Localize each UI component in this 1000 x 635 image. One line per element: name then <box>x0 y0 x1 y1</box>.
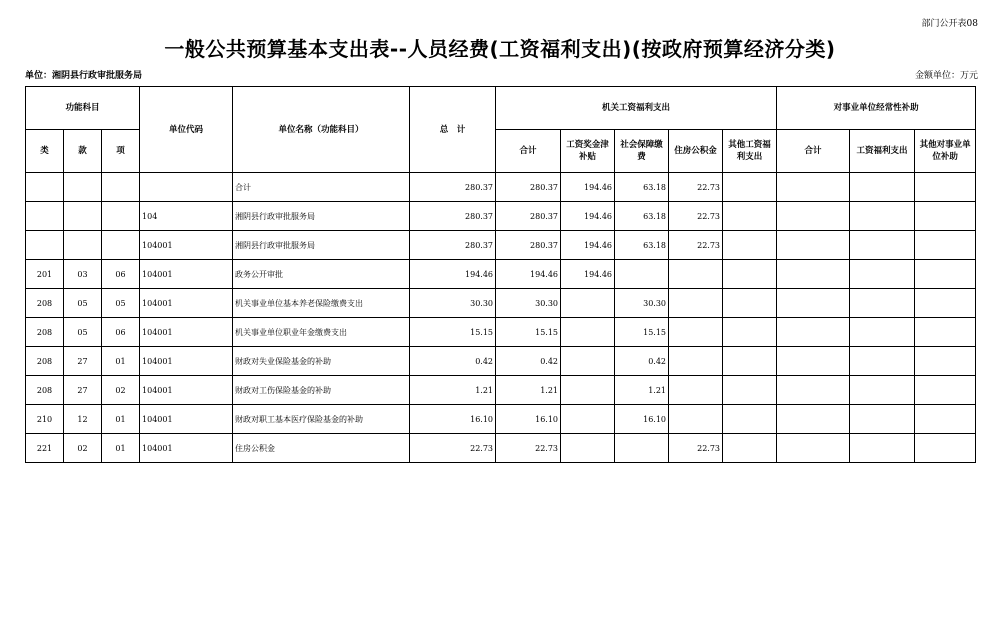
cell-xiang <box>102 173 140 202</box>
cell-inst-wage <box>850 376 915 405</box>
cell-org-other <box>723 318 777 347</box>
cell-org-housing <box>669 260 723 289</box>
cell-org-other <box>723 173 777 202</box>
cell-org-housing <box>669 318 723 347</box>
cell-lei: 201 <box>26 260 64 289</box>
cell-xiang <box>102 231 140 260</box>
cell-unit-code: 104001 <box>140 405 233 434</box>
cell-unit-name: 机关事业单位职业年金缴费支出 <box>233 318 410 347</box>
cell-inst-other <box>915 434 976 463</box>
cell-xiang: 01 <box>102 434 140 463</box>
cell-kuan: 05 <box>64 289 102 318</box>
cell-lei: 221 <box>26 434 64 463</box>
cell-unit-code: 104001 <box>140 260 233 289</box>
cell-total: 1.21 <box>410 376 496 405</box>
cell-total: 0.42 <box>410 347 496 376</box>
table-row <box>26 405 976 434</box>
table-row <box>26 318 976 347</box>
cell-inst-other <box>915 173 976 202</box>
cell-org-wage: 194.46 <box>561 260 615 289</box>
header-row-1 <box>26 87 976 130</box>
cell-xiang: 02 <box>102 376 140 405</box>
cell-unit-code: 104001 <box>140 318 233 347</box>
cell-org-other <box>723 231 777 260</box>
cell-lei: 208 <box>26 318 64 347</box>
cell-org-social: 63.18 <box>615 202 669 231</box>
header-org-housing: 住房公积金 <box>669 130 723 173</box>
cell-org-total: 22.73 <box>496 434 561 463</box>
header-org-other: 其他工资福利支出 <box>723 130 777 173</box>
cell-xiang: 01 <box>102 347 140 376</box>
cell-lei: 208 <box>26 347 64 376</box>
cell-org-total: 280.37 <box>496 202 561 231</box>
cell-org-total: 0.42 <box>496 347 561 376</box>
table-row <box>26 202 976 231</box>
cell-org-housing <box>669 289 723 318</box>
cell-org-housing <box>669 347 723 376</box>
cell-lei: 210 <box>26 405 64 434</box>
cell-inst-other <box>915 376 976 405</box>
cell-inst-other <box>915 289 976 318</box>
cell-xiang <box>102 202 140 231</box>
header-org-wage: 工资奖金津补贴 <box>561 130 615 173</box>
cell-org-social <box>615 260 669 289</box>
cell-org-total: 15.15 <box>496 318 561 347</box>
table-row <box>26 173 976 202</box>
cell-org-wage <box>561 347 615 376</box>
cell-total: 30.30 <box>410 289 496 318</box>
cell-org-housing: 22.73 <box>669 231 723 260</box>
cell-total: 15.15 <box>410 318 496 347</box>
cell-org-other <box>723 376 777 405</box>
cell-org-other <box>723 260 777 289</box>
cell-unit-name: 财政对工伤保险基金的补助 <box>233 376 410 405</box>
form-number: 部门公开表08 <box>921 19 978 29</box>
cell-org-social: 30.30 <box>615 289 669 318</box>
cell-org-other <box>723 347 777 376</box>
cell-org-other <box>723 202 777 231</box>
cell-unit-name: 住房公积金 <box>233 434 410 463</box>
cell-kuan <box>64 231 102 260</box>
cell-kuan: 03 <box>64 260 102 289</box>
cell-unit-name: 财政对失业保险基金的补助 <box>233 347 410 376</box>
cell-inst-other <box>915 405 976 434</box>
cell-kuan: 27 <box>64 347 102 376</box>
cell-lei: 208 <box>26 289 64 318</box>
cell-inst-other <box>915 318 976 347</box>
cell-lei <box>26 231 64 260</box>
cell-inst-total <box>777 318 850 347</box>
header-xiang: 项 <box>102 130 140 173</box>
cell-org-social: 0.42 <box>615 347 669 376</box>
cell-kuan: 05 <box>64 318 102 347</box>
cell-unit-code: 104001 <box>140 231 233 260</box>
table-row <box>26 376 976 405</box>
cell-inst-total <box>777 347 850 376</box>
cell-inst-total <box>777 376 850 405</box>
cell-org-other <box>723 434 777 463</box>
table-row <box>26 231 976 260</box>
cell-org-total: 30.30 <box>496 289 561 318</box>
cell-org-wage: 194.46 <box>561 202 615 231</box>
cell-org-total: 16.10 <box>496 405 561 434</box>
table-row <box>26 260 976 289</box>
cell-unit-code: 104001 <box>140 289 233 318</box>
table-row <box>26 347 976 376</box>
budget-table <box>25 86 976 463</box>
cell-inst-other <box>915 347 976 376</box>
cell-kuan <box>64 173 102 202</box>
cell-inst-wage <box>850 434 915 463</box>
cell-inst-total <box>777 405 850 434</box>
cell-inst-other <box>915 260 976 289</box>
cell-unit-code: 104001 <box>140 347 233 376</box>
cell-inst-wage <box>850 173 915 202</box>
cell-xiang: 06 <box>102 260 140 289</box>
cell-inst-wage <box>850 202 915 231</box>
cell-total: 22.73 <box>410 434 496 463</box>
cell-inst-wage <box>850 405 915 434</box>
cell-org-housing: 22.73 <box>669 202 723 231</box>
header-org-group: 机关工资福利支出 <box>496 87 777 130</box>
cell-kuan: 12 <box>64 405 102 434</box>
cell-unit-code: 104 <box>140 202 233 231</box>
cell-inst-total <box>777 202 850 231</box>
cell-inst-wage <box>850 318 915 347</box>
cell-kuan: 27 <box>64 376 102 405</box>
cell-total: 16.10 <box>410 405 496 434</box>
table-row <box>26 434 976 463</box>
header-inst-group: 对事业单位经常性补助 <box>777 87 976 130</box>
cell-org-other <box>723 289 777 318</box>
header-func-subject: 功能科目 <box>26 87 140 130</box>
cell-unit-name: 湘阴县行政审批服务局 <box>233 202 410 231</box>
cell-org-housing: 22.73 <box>669 434 723 463</box>
cell-total: 280.37 <box>410 173 496 202</box>
cell-org-wage <box>561 434 615 463</box>
cell-unit-code: 104001 <box>140 376 233 405</box>
cell-inst-total <box>777 260 850 289</box>
cell-inst-other <box>915 202 976 231</box>
cell-org-wage: 194.46 <box>561 231 615 260</box>
money-unit-label: 金额单位：万元 <box>914 71 978 81</box>
header-org-social: 社会保障缴费 <box>615 130 669 173</box>
cell-unit-name: 湘阴县行政审批服务局 <box>233 231 410 260</box>
header-org-total: 合计 <box>496 130 561 173</box>
table-body <box>26 173 976 463</box>
cell-org-housing: 22.73 <box>669 173 723 202</box>
table-row <box>26 289 976 318</box>
cell-total: 194.46 <box>410 260 496 289</box>
cell-org-wage <box>561 376 615 405</box>
header-unit-code: 单位代码 <box>140 87 233 173</box>
cell-org-total: 1.21 <box>496 376 561 405</box>
header-inst-total: 合计 <box>777 130 850 173</box>
cell-unit-code <box>140 173 233 202</box>
cell-lei <box>26 173 64 202</box>
cell-org-wage <box>561 318 615 347</box>
cell-lei <box>26 202 64 231</box>
cell-inst-wage <box>850 231 915 260</box>
header-lei: 类 <box>26 130 64 173</box>
cell-org-social <box>615 434 669 463</box>
cell-total: 280.37 <box>410 231 496 260</box>
cell-org-social: 63.18 <box>615 231 669 260</box>
cell-lei: 208 <box>26 376 64 405</box>
cell-org-wage <box>561 289 615 318</box>
cell-unit-code: 104001 <box>140 434 233 463</box>
cell-org-wage: 194.46 <box>561 173 615 202</box>
header-unit-name: 单位名称（功能科目） <box>233 87 410 173</box>
cell-org-other <box>723 405 777 434</box>
cell-org-wage <box>561 405 615 434</box>
cell-org-social: 16.10 <box>615 405 669 434</box>
cell-inst-total <box>777 434 850 463</box>
header-kuan: 款 <box>64 130 102 173</box>
header-inst-other: 其他对事业单位补助 <box>915 130 976 173</box>
cell-inst-wage <box>850 347 915 376</box>
cell-unit-name: 合计 <box>233 173 410 202</box>
page-title: 一般公共预算基本支出表--人员经费(工资福利支出)(按政府预算经济分类) <box>164 37 836 61</box>
cell-total: 280.37 <box>410 202 496 231</box>
cell-xiang: 01 <box>102 405 140 434</box>
cell-org-social: 1.21 <box>615 376 669 405</box>
cell-unit-name: 机关事业单位基本养老保险缴费支出 <box>233 289 410 318</box>
header-total: 总 计 <box>410 87 496 173</box>
cell-org-social: 63.18 <box>615 173 669 202</box>
cell-inst-wage <box>850 289 915 318</box>
cell-unit-name: 财政对职工基本医疗保险基金的补助 <box>233 405 410 434</box>
cell-inst-total <box>777 289 850 318</box>
cell-org-total: 280.37 <box>496 173 561 202</box>
cell-inst-total <box>777 173 850 202</box>
cell-org-housing <box>669 405 723 434</box>
cell-xiang: 06 <box>102 318 140 347</box>
cell-org-total: 194.46 <box>496 260 561 289</box>
cell-unit-name: 政务公开审批 <box>233 260 410 289</box>
header-inst-wage: 工资福利支出 <box>850 130 915 173</box>
cell-xiang: 05 <box>102 289 140 318</box>
cell-kuan <box>64 202 102 231</box>
cell-inst-total <box>777 231 850 260</box>
cell-org-social: 15.15 <box>615 318 669 347</box>
unit-label: 单位：湘阴县行政审批服务局 <box>25 71 143 81</box>
cell-inst-other <box>915 231 976 260</box>
cell-kuan: 02 <box>64 434 102 463</box>
cell-org-total: 280.37 <box>496 231 561 260</box>
cell-org-housing <box>669 376 723 405</box>
cell-inst-wage <box>850 260 915 289</box>
